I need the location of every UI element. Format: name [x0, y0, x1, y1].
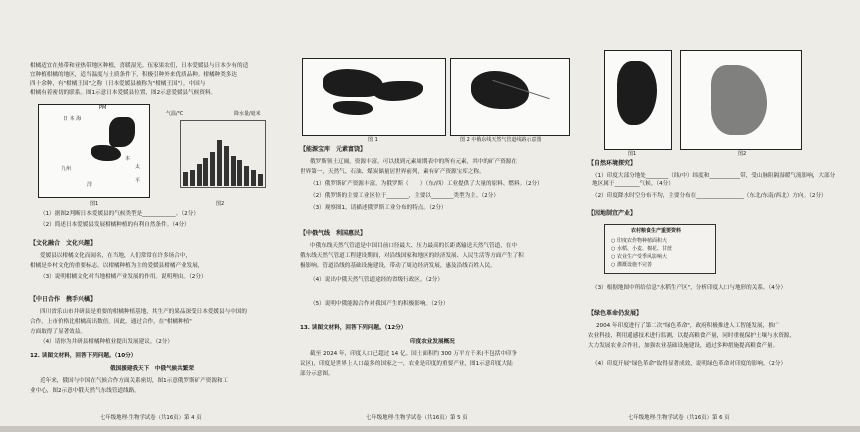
japan-map: [38, 104, 150, 198]
precip-bar: [203, 158, 208, 186]
c3-q3: （3）根据地图中所给信息"水稻生产区"，分析印度人口与地形的关系。（4分）: [592, 285, 787, 291]
temp-axis-title: 气温/℃: [166, 111, 184, 117]
c3-q1: （1）印度大部分地处________（纬/中）纬度和___________带，受山脉阻隔湿暖气流影响，大部分地区属于_________气候。（4分）: [592, 173, 836, 188]
card-line-3: ○ 农业生产受季风影响大: [611, 254, 667, 260]
precip-bar: [183, 172, 188, 186]
climate-chart: [166, 108, 276, 198]
card-title: 农村粮食生产重要资料: [631, 228, 682, 234]
green-line-1: 2004 年印度进行了第二次"绿色革命"，政府积极推进人工智能发展，推广: [596, 323, 780, 329]
q4: （4）请你为井研县柑橘种植业提出发展建议。（2分）: [40, 339, 173, 345]
q12-line-1: 近年来，俄国与中国在气候合作方面关系密切，图1示意俄罗斯矿产资源和工: [40, 378, 229, 384]
card-line-1: ○ 印度农作物种植面积大: [611, 238, 667, 244]
precip-bar: [224, 146, 229, 186]
india-land: [617, 61, 657, 125]
precip-bars: [182, 120, 264, 186]
fig1-caption: 图1: [90, 201, 99, 207]
japan-landmass: [109, 117, 135, 147]
culture-line-1: 爱媛县以柑橘文化而闻名，在当地，人们常常在许多场合中，: [40, 253, 192, 259]
pipeline-map: [450, 58, 570, 136]
coop-line-3: 方面取得了显著效益。: [30, 329, 86, 335]
section-pipeline: 【中俄气线 利国惠民】: [300, 230, 367, 237]
precip-bar: [210, 152, 215, 186]
coop-line-1: 四川省乐山市井研县是重要的柑橘种植基地，其生产的果品深受日本爱媛县与中国的: [40, 309, 247, 315]
intro-line-1: 柑橘适宜在热带和亚热带地区种植，喜暖湿光。伍家果农们，日本爱媛县与日本少有的适: [30, 63, 249, 69]
q13-line-2: 议区)，印度是世界上人口最多的国家之一，农业是印度的重要产业，图1示意印度大陆: [300, 361, 513, 367]
green-line-3: 大力发展农业合作社，加强农业基础设施建设，通过多种措施提高粮食产量。: [588, 343, 779, 349]
q2: （2）简述日本爱媛县发展柑橘种植的有利自然条件。（4分）: [40, 222, 190, 228]
map-label-ocean: 洋: [87, 182, 93, 188]
india-land-2: [711, 65, 767, 135]
map-label-pacific-1: 太: [135, 164, 141, 170]
c2-q1: （1）俄罗斯矿产资源丰富，为俄罗斯（ ）（东/西）工业提供了大量的原料、燃料。（2分）: [310, 181, 543, 187]
energy-line-1: 俄罗斯领土辽阔，资源丰富，可以找到元素周期表中的所有元素，其中的矿产资源在: [310, 159, 517, 165]
q12-line-2: 业中心，图2示意中俄天然气东线管道线路。: [30, 388, 140, 394]
russia-map-caption: 图 1: [368, 137, 378, 143]
precip-bar: [237, 160, 242, 186]
section-cooperation: 【中日合作 携手兴橘】: [30, 296, 97, 303]
intro-line-2: 宜种植柑橘的地区，适当温度与土质条件下，积极引种外来优质品种。柑橘种类多达: [30, 72, 237, 78]
precip-bar: [190, 170, 195, 186]
precip-axis-title: 降水量/毫米: [234, 111, 261, 117]
page-6: [588, 0, 836, 432]
c2-q3: （3）观察图1，请描述俄罗斯工业分布的特点。（2分）: [310, 205, 447, 211]
q13-subtitle: 印度农业发展概况: [410, 339, 455, 345]
q13-line-3: 部分示意图。: [300, 371, 334, 377]
intro-line-3: 四十余种，有"柑橘王国"之称（日本爱媛县被称为"柑橘王国"）。中国与: [30, 81, 206, 87]
map-label-kyushu: 九州: [61, 166, 72, 172]
russia-land-3: [333, 101, 373, 115]
precip-bar: [251, 170, 256, 186]
page-footer: 七年级地理·生物学试卷（共16页）第 5 页: [366, 415, 468, 421]
q13-line-1: 截至 2024 年，印度人口已超过 14 亿。国土面积约 300 万平方千米(不包括中印争: [310, 351, 518, 357]
india-map-2: [680, 50, 802, 150]
section-nature: 【自然环境探究】: [588, 160, 637, 167]
section-industry: 【因地制宜产业】: [588, 210, 637, 217]
card-line-4: ○ 灌溉设施不完善: [611, 262, 652, 268]
page-footer: 七年级地理·生物学试卷（共16页）第 4 页: [100, 415, 202, 421]
c3-q2: （2）印度降水时空分布不均，主要分布在_________________（东北/东南/西北）方向。（2分）: [592, 193, 827, 199]
section-culture: 【文化融合 文化兴趣】: [30, 240, 97, 247]
map-label-sea: 日 本 海: [63, 116, 82, 122]
page-footer: 七年级地理·生物学试卷（共16页）第 6 页: [628, 415, 730, 421]
c2-q5: （5）说明中俄能源合作对我国产生的积极影响。（2分）: [310, 301, 449, 307]
info-card: [604, 224, 716, 274]
energy-line-2: 世界第一，天然气、石油、煤炭储量居世界前列，素有矿产资源宝库之称。: [300, 169, 485, 175]
pipeline-line-2: 俄东线天然气管道工程建设期间，对沿线国家和地区的经济发展、人民生活等方面产生了积: [300, 253, 524, 259]
q3: （3）说明柑橘文化对当地柑橘产业发展的作用。说明理由。（2分）: [40, 274, 207, 280]
page-4: [30, 0, 285, 432]
map-scale-label: PM: [99, 105, 107, 111]
coop-line-2: 合作，上市价格比柑橘高出数倍。因此，通过合作，在"柑橘种植": [30, 319, 192, 325]
culture-line-2: 柑橘是乡村文化的重要标志。以柑橘种植为主的爱媛县柑橘产业发展，: [30, 263, 204, 269]
russia-map: [302, 58, 446, 136]
section-energy: 【能源宝库 元素富饶】: [300, 146, 367, 153]
section-green-revolution: 【绿色革命仍发展】: [588, 310, 643, 317]
pipeline-line-3: 极影响。管道沿线的基础设施建设，带动了周边经济发展，惠及沿线百姓人民。: [300, 263, 496, 269]
map-label-pacific-2: 平: [135, 178, 141, 184]
precip-bar: [231, 156, 236, 186]
question-13: 13. 读图文材料，回答下列问题。（12分）: [300, 325, 407, 331]
green-line-2: 农业科技，利用遥感技术进行监测，以提高粮食产量，同时重视保护土壤与水资源，: [588, 333, 795, 339]
c2-q4: （4）说出中俄天然气管道途经的省级行政区。（2分）: [310, 277, 443, 283]
russia-land-2: [373, 81, 423, 101]
india-map-1: [604, 50, 672, 150]
india-fig2-caption: 图2: [738, 151, 747, 157]
japan-landmass-2: [91, 145, 121, 161]
c3-q4: （4）印度开展"绿色革命"取得显著成效，说明绿色革命对印度的影响。（2分）: [592, 361, 787, 367]
question-12: 12. 读图文材料，回答下列问题。（10分）: [30, 353, 137, 359]
precip-bar: [197, 164, 202, 186]
precip-bar: [217, 140, 222, 186]
bottom-edge: [0, 426, 860, 432]
page-5: [300, 0, 570, 432]
fig2-caption: 图2: [216, 201, 225, 207]
q1: （1）据图2判断日本爱媛县的气候类型是____________。（2分）: [40, 211, 199, 217]
intro-line-4: 柑橘有着密切的联系。图1示意日本爱媛县位置，图2示意爱媛县气候资料。: [30, 90, 217, 96]
pipeline-map-caption: 图 2 中俄东线天然气管道线路示意图: [460, 137, 542, 143]
precip-bar: [244, 166, 249, 186]
india-fig1-caption: 图1: [628, 151, 637, 157]
map-label-honshu: 本: [125, 156, 131, 162]
q12-subtitle: 俄国援建我天下 中俄气候共繁荣: [110, 366, 194, 372]
card-line-2: ○ 水稻、小麦、棉花、甘蔗: [611, 246, 672, 252]
pipeline-line-1: 中俄东线天然气管道是中国目前口径最大、压力最高的长距离输送天然气管道，在中: [310, 243, 517, 249]
precip-bar: [258, 174, 263, 186]
c2-q2: （2）俄罗斯的主要工业区位于________，主要以________类型为主。（2分）: [310, 193, 499, 199]
